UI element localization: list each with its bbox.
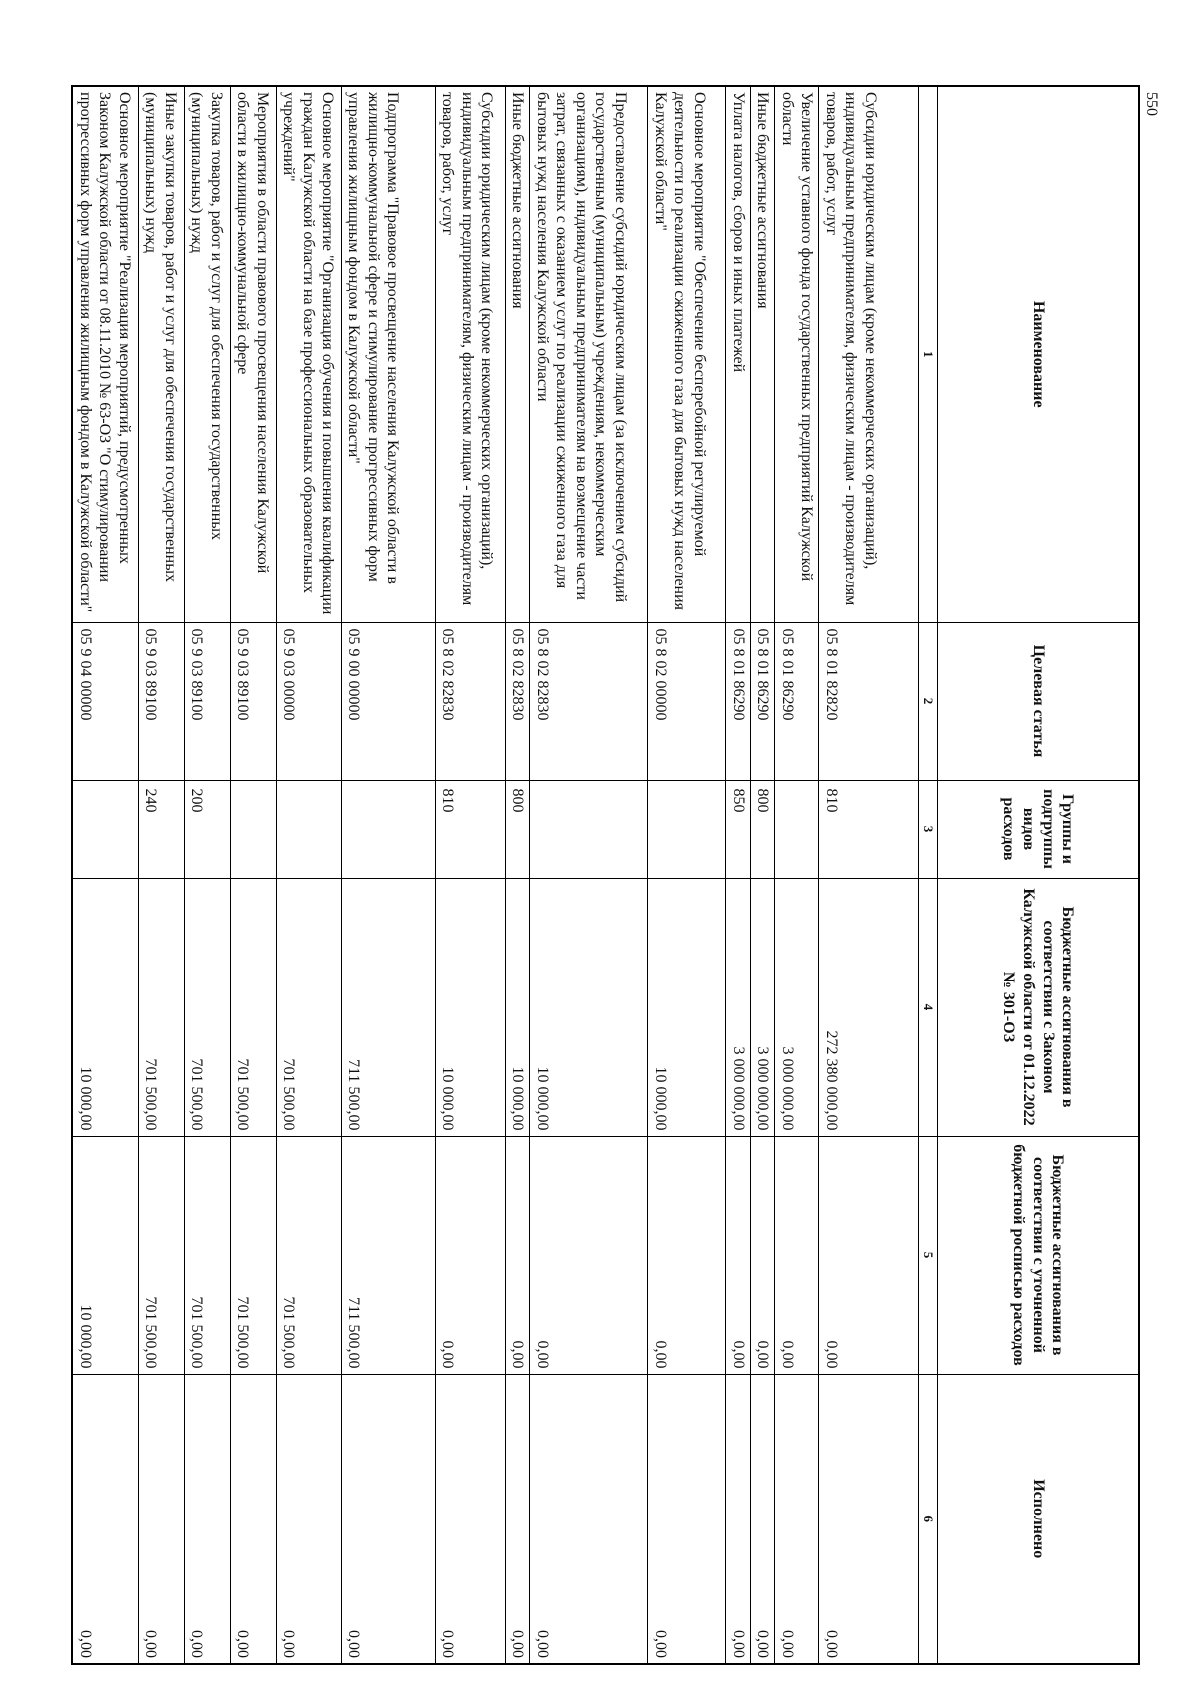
row-budget-allocation: 701 500,00 <box>138 1136 184 1374</box>
row-budget-allocation: 701 500,00 <box>230 1136 276 1374</box>
row-expense-group <box>341 780 435 878</box>
row-budget-allocation: 10 000,00 <box>72 1136 138 1374</box>
row-name: Уплата налогов, сборов и иных платежей <box>726 86 751 622</box>
row-expense-group <box>530 780 648 878</box>
row-law-allocation: 701 500,00 <box>230 878 276 1136</box>
row-name: Субсидии юридическим лицам (кроме некоммерческих организаций), индивидуальным предпринимателям, физическим лицам - производителям товаров, работ, услуг <box>819 86 919 622</box>
row-budget-allocation: 0,00 <box>726 1136 751 1374</box>
row-expense-group: 240 <box>138 780 184 878</box>
table-row <box>435 86 505 1664</box>
table-row <box>341 86 435 1664</box>
row-expense-group: 200 <box>184 780 230 878</box>
row-executed: 0,00 <box>341 1374 435 1664</box>
header-budget-allocations: Бюджетные ассигнования в соответствии с уточненной бюджетной росписью расходов <box>938 1136 1140 1374</box>
row-name: Иные закупки товаров, работ и услуг для обеспечения государственных (муниципальных) нужд <box>138 86 184 622</box>
budget-table <box>71 85 1140 1665</box>
row-executed: 0,00 <box>276 1374 341 1664</box>
row-name: Закупка товаров, работ и услуг для обеспечения государственных (муниципальных) нужд <box>184 86 230 622</box>
table-row <box>775 86 819 1664</box>
row-budget-allocation: 0,00 <box>530 1136 648 1374</box>
row-name: Предоставление субсидий юридическим лицам (за исключением субсидий государственным (муниципальным) учреждениям, некоммерческим организациям), индивидуальным предпринимателям на возмещение части затрат, связанных с оказанием услуг по реализации сжиженного газа для бытовых нужд населения Калужской области <box>530 86 648 622</box>
row-name: Субсидии юридическим лицам (кроме некоммерческих организаций), индивидуальным предпринимателям, физическим лицам - производителям товаров, работ, услуг <box>435 86 505 622</box>
row-expense-group <box>230 780 276 878</box>
row-target-article: 05 9 00 00000 <box>341 622 435 780</box>
row-executed: 0,00 <box>184 1374 230 1664</box>
row-executed: 0,00 <box>435 1374 505 1664</box>
row-law-allocation: 10 000,00 <box>435 878 505 1136</box>
row-executed: 0,00 <box>819 1374 919 1664</box>
row-name: Подпрограмма "Правовое просвещение населения Калужской области в жилищно-коммунальной сфере и стимулирование прогрессивных форм управления жилищным фондом в Калужской области" <box>341 86 435 622</box>
table-body <box>72 86 919 1664</box>
table-row <box>819 86 919 1664</box>
column-number: 5 <box>919 1136 938 1374</box>
header-target-article: Целевая статья <box>938 622 1140 780</box>
row-budget-allocation: 0,00 <box>750 1136 775 1374</box>
table-row <box>750 86 775 1664</box>
row-target-article: 05 8 01 86290 <box>775 622 819 780</box>
row-expense-group <box>276 780 341 878</box>
row-expense-group: 810 <box>819 780 919 878</box>
row-budget-allocation: 0,00 <box>505 1136 530 1374</box>
row-expense-group <box>72 780 138 878</box>
row-law-allocation: 272 380 000,00 <box>819 878 919 1136</box>
row-executed: 0,00 <box>72 1374 138 1664</box>
row-expense-group: 850 <box>726 780 751 878</box>
column-number: 3 <box>919 780 938 878</box>
table-row <box>72 86 138 1664</box>
row-executed: 0,00 <box>505 1374 530 1664</box>
row-law-allocation: 701 500,00 <box>184 878 230 1136</box>
row-expense-group: 800 <box>750 780 775 878</box>
row-law-allocation: 10 000,00 <box>505 878 530 1136</box>
row-executed: 0,00 <box>648 1374 726 1664</box>
header-name: Наименование <box>938 86 1140 622</box>
row-law-allocation: 3 000 000,00 <box>775 878 819 1136</box>
row-target-article: 05 9 04 00000 <box>72 622 138 780</box>
column-number: 2 <box>919 622 938 780</box>
row-budget-allocation: 701 500,00 <box>276 1136 341 1374</box>
column-number: 4 <box>919 878 938 1136</box>
row-target-article: 05 8 02 82830 <box>530 622 648 780</box>
row-target-article: 05 8 02 82830 <box>505 622 530 780</box>
row-law-allocation: 10 000,00 <box>530 878 648 1136</box>
row-executed: 0,00 <box>750 1374 775 1664</box>
row-law-allocation: 711 500,00 <box>341 878 435 1136</box>
row-expense-group: 800 <box>505 780 530 878</box>
row-executed: 0,00 <box>726 1374 751 1664</box>
row-name: Основное мероприятие "Обеспечение бесперебойной регулируемой деятельности по реализации сжиженного газа для бытовых нужд населения Калужской области" <box>648 86 726 622</box>
table-row <box>726 86 751 1664</box>
row-budget-allocation: 0,00 <box>648 1136 726 1374</box>
row-executed: 0,00 <box>530 1374 648 1664</box>
row-budget-allocation: 0,00 <box>819 1136 919 1374</box>
table-row <box>230 86 276 1664</box>
row-name: Основное мероприятие "Реализация мероприятий, предусмотренных Законом Калужской области от 08.11.2010 № 63-ОЗ "О стимулировании прогрессивных форм управления жилищным фондом в Калужской области" <box>72 86 138 622</box>
row-budget-allocation: 711 500,00 <box>341 1136 435 1374</box>
row-law-allocation: 701 500,00 <box>276 878 341 1136</box>
header-expense-groups: Группы и подгруппы видов расходов <box>938 780 1140 878</box>
table-row <box>138 86 184 1664</box>
row-target-article: 05 8 01 82820 <box>819 622 919 780</box>
row-executed: 0,00 <box>138 1374 184 1664</box>
row-target-article: 05 9 03 89100 <box>230 622 276 780</box>
table-row <box>505 86 530 1664</box>
row-budget-allocation: 0,00 <box>435 1136 505 1374</box>
header-law-allocations: Бюджетные ассигнования в соответствии с Законом Калужской области от 01.12.2022 № 301-ОЗ <box>938 878 1140 1136</box>
row-executed: 0,00 <box>775 1374 819 1664</box>
row-name: Увеличение уставного фонда государственных предприятий Калужской области <box>775 86 819 622</box>
row-law-allocation: 10 000,00 <box>648 878 726 1136</box>
row-expense-group <box>648 780 726 878</box>
row-name: Иные бюджетные ассигнования <box>505 86 530 622</box>
row-budget-allocation: 701 500,00 <box>184 1136 230 1374</box>
row-target-article: 05 9 03 89100 <box>184 622 230 780</box>
row-target-article: 05 8 02 00000 <box>648 622 726 780</box>
column-number: 6 <box>919 1374 938 1664</box>
table-row <box>276 86 341 1664</box>
row-law-allocation: 10 000,00 <box>72 878 138 1136</box>
row-name: Иные бюджетные ассигнования <box>750 86 775 622</box>
column-number-row <box>919 86 938 1664</box>
row-executed: 0,00 <box>230 1374 276 1664</box>
row-expense-group <box>775 780 819 878</box>
table-header-row <box>938 86 1140 1664</box>
page-number: 550 <box>1143 92 1160 116</box>
row-law-allocation: 3 000 000,00 <box>750 878 775 1136</box>
header-executed: Исполнено <box>938 1374 1140 1664</box>
table-row <box>648 86 726 1664</box>
row-law-allocation: 3 000 000,00 <box>726 878 751 1136</box>
table-row <box>530 86 648 1664</box>
row-target-article: 05 9 03 00000 <box>276 622 341 780</box>
row-budget-allocation: 0,00 <box>775 1136 819 1374</box>
row-name: Основное мероприятие "Организация обучения и повышения квалификации граждан Калужской области на базе профессиональных образовательных учреждений" <box>276 86 341 622</box>
row-name: Мероприятия в области правового просвещения населения Калужской области в жилищно-коммунальной сфере <box>230 86 276 622</box>
row-target-article: 05 8 01 86290 <box>750 622 775 780</box>
row-law-allocation: 701 500,00 <box>138 878 184 1136</box>
column-number: 1 <box>919 86 938 622</box>
row-target-article: 05 8 02 82830 <box>435 622 505 780</box>
rotated-table-container <box>76 85 1140 1663</box>
row-target-article: 05 9 03 89100 <box>138 622 184 780</box>
row-expense-group: 810 <box>435 780 505 878</box>
table-row <box>184 86 230 1664</box>
row-target-article: 05 8 01 86290 <box>726 622 751 780</box>
